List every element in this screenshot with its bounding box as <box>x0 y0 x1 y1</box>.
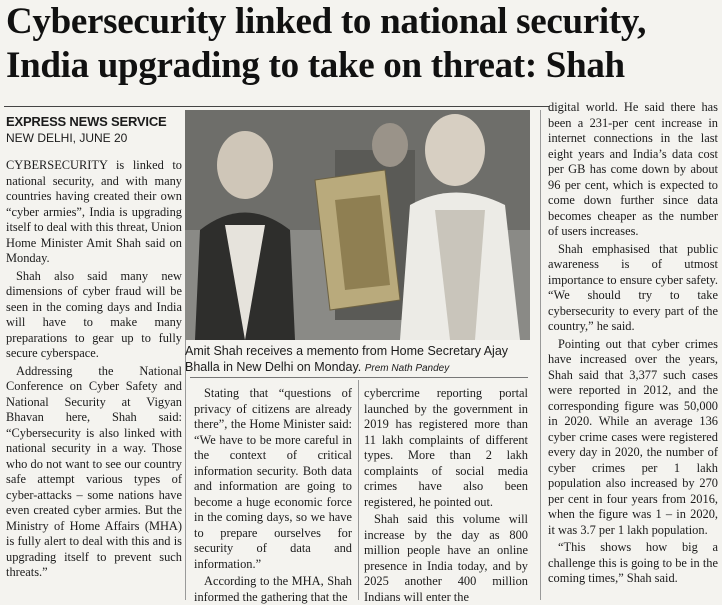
column-divider <box>358 380 359 600</box>
paragraph: Shah said this volume will increase by the day as 800 million people have an online presence in India today, and by 2025 another 400 million Indians will enter the <box>364 512 528 604</box>
article-column-2 <box>194 386 352 604</box>
article-headline <box>6 0 718 88</box>
paragraph: Addressing the National Conference on Cyber Safety and National Security at Vigyan Bhavan here, Shah said: “Cybersecurity is also linked with national security in a way. Those who do not want to see our country safe attempt various types of cyber-attacks – some nations have even created cyber armies. But the Ministry of Home Affairs (MHA) is fully alert to deal with this and is upgrading itself to prevent such threats.” <box>6 363 182 579</box>
paragraph: Stating that “questions of privacy of citizens are already there”, the Home Minister said: “We have to be more careful in the context of critical information security. Both data and information are going to become a huge economic force in the coming days, so we have to prepare ourselves for security of data and information.” <box>194 386 352 571</box>
caption-rule <box>190 377 528 378</box>
paragraph: Shah also said many new dimensions of cyber fraud will be seen in the coming days and India will have to make many preparations to gear up to fully secure cyberspace. <box>6 268 182 360</box>
paragraph: Shah emphasised that public awareness is of utmost importance to ensure cyber safety. “We should try to take cybersecurity to every part of the country,” he said. <box>548 241 718 333</box>
paragraph: cybercrime reporting portal launched by the government in 2019 has registered more than 11 lakh complaints of different types. More than 2 lakh complaints of social media crimes have also been registered, he pointed out. <box>364 386 528 509</box>
article-column-1 <box>6 158 182 600</box>
caption-text: Amit Shah receives a memento from Home Secretary Ajay Bhalla in New Delhi on Monday. <box>185 344 509 374</box>
byline <box>6 114 196 145</box>
news-photo <box>185 110 530 340</box>
paragraph: “This shows how big a challenge this is going to be in the coming times,” Shah said. <box>548 540 718 585</box>
lead-paragraph: CYBERSECURITY is linked to national security, and with many countries having created their own “cyber armies”, India is upgrading itself to deal with this threat, Union Home Minister Amit Shah said on Monday. <box>6 158 182 265</box>
paragraph: Pointing out that cyber crimes have increased over the years, Shah said that 3,377 such cases were reported in 2012, and the corresponding figure was 50,000 in 2020. While an average 136 cyber crime cases were registered every day in 2020, the number of cyber crimes per 1 lakh population also increased by 270 per cent in four years from 2016, when the figure was 1 – in 2020, it was 3.7 per 1 lakh population. <box>548 336 718 537</box>
paragraph: According to the MHA, Shah informed the gathering that the <box>194 574 352 604</box>
byline-dateline: NEW DELHI, JUNE 20 <box>6 131 128 145</box>
photo-caption <box>185 340 530 377</box>
photo-illustration <box>185 110 530 340</box>
photo-credit: Prem Nath Pandey <box>364 363 450 374</box>
headline-rule <box>4 106 549 107</box>
headline-line-2: India upgrading to take on threat: Shah <box>6 45 625 86</box>
article-column-3 <box>364 386 528 604</box>
headline-line-1: Cybersecurity linked to national security, <box>6 1 647 42</box>
column-divider <box>540 110 541 600</box>
article-column-4 <box>548 100 718 600</box>
byline-agency: EXPRESS NEWS SERVICE <box>6 114 167 129</box>
paragraph: digital world. He said there has been a 231-per cent increase in internet connections in the last eight years and India’s data cost per GB has come down by about 96 per cent, which is expected to come down further since data becomes cheaper as the number of users increases. <box>548 100 718 238</box>
